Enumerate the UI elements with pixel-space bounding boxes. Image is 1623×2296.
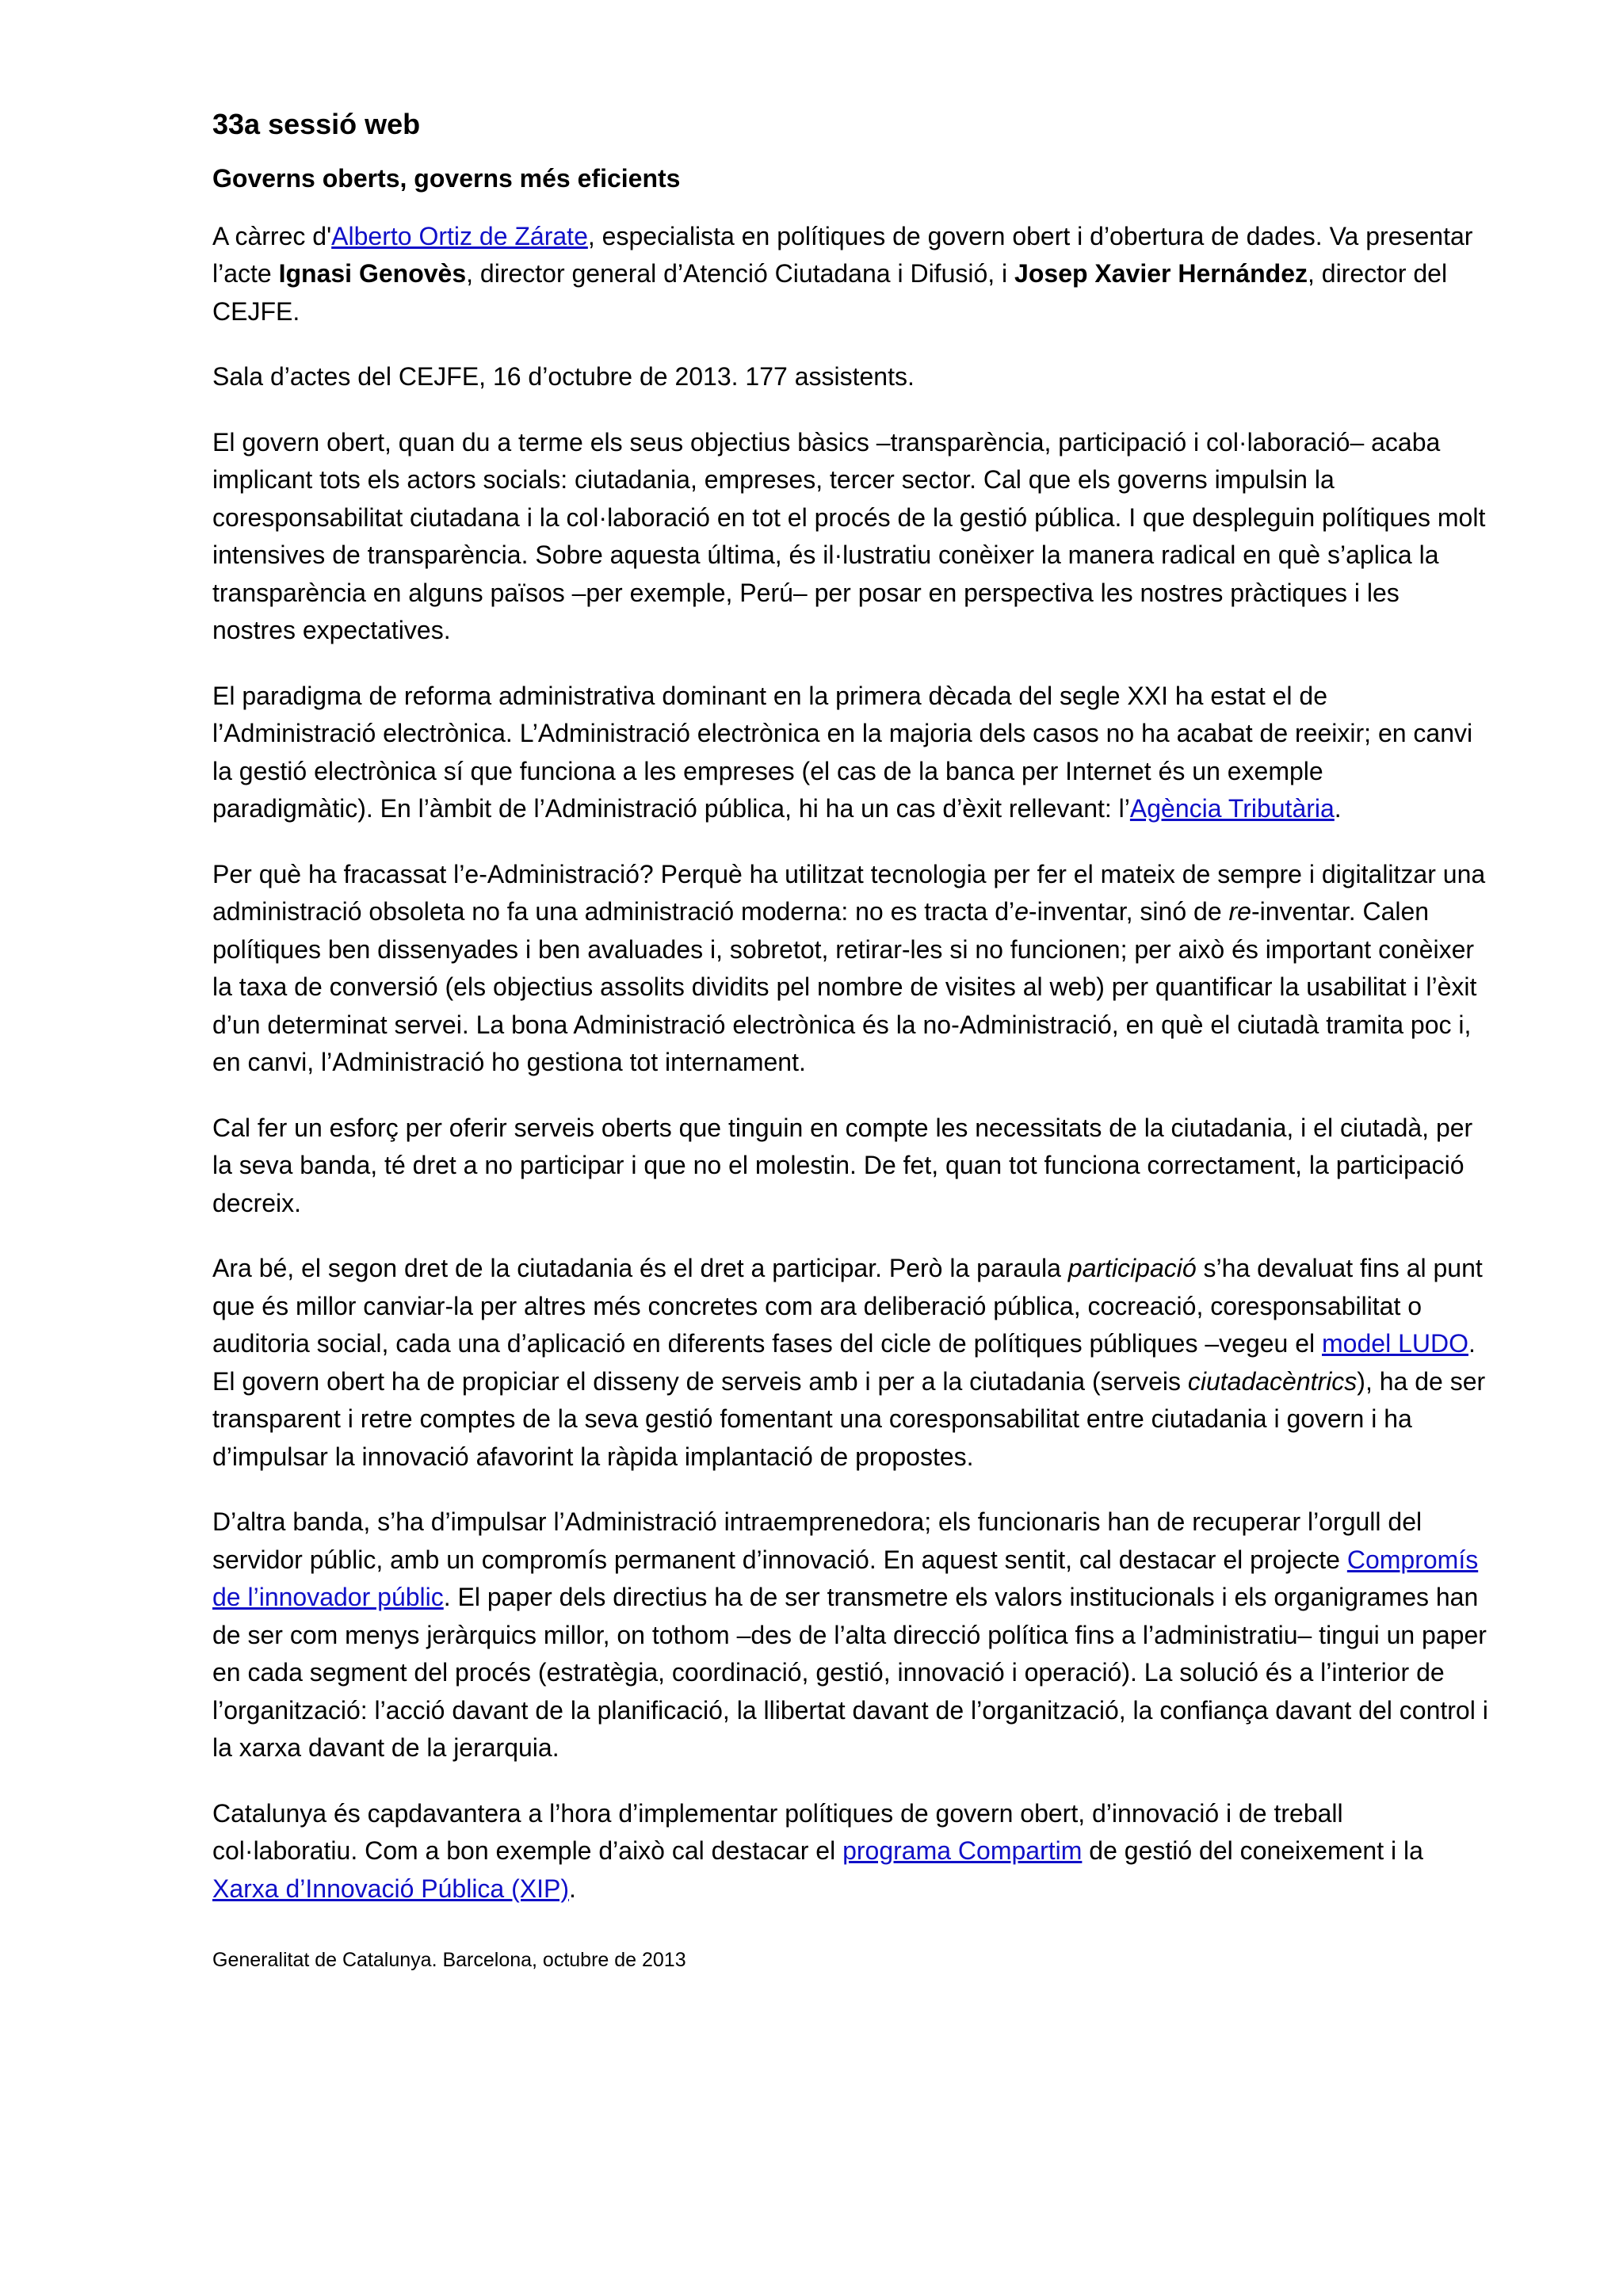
document-page [212,107,1488,1973]
p3-text-1: Per què ha fracassat l’e-Administració? Perquè ha utilitzat tecnologia per fer el mateix de sempre i digitalitzar una administració obsoleta no fa una administració moderna: no es tracta d’ [212,859,1486,926]
paragraph-2 [212,678,1488,828]
p3-text-3: -inventar. Calen polítiques ben dissenyades i ben avaluades i, sobretot, retirar-les si no funcionen; per això és important conèixer la taxa de conversió (els objectius assolits dividits pel nombre de visites al web) per quantificar la usabilitat i l’èxit d’un determinat servei. La bona Administració electrònica és la no-Administració, en què el ciutadà tramita poc i, en canvi, l’Administració ho gestiona tot internament. [212,897,1477,1077]
author-link[interactable]: Alberto Ortiz de Zárate [331,221,588,250]
paragraph-3 [212,856,1488,1082]
p7-text-1: Catalunya és capdavantera a l’hora d’implementar polítiques de govern obert, d’innovació i de treball col·laboratiu. Com a bon exemple d’això cal destacar el [212,1798,1343,1866]
p5-text-3: . El govern obert ha de propiciar el disseny de serveis amb i per a la ciutadania (serveis [212,1329,1476,1396]
intro-text-2: , especialista en polítiques de govern obert i d’obertura de dades. Va presentar l’acte [212,221,1473,288]
p6-text-2: . El paper dels directius ha de ser transmetre els valors institucionals i els organigrames han de ser com menys jeràrquics millor, on tothom –des de l’alta direcció política fins a l’administratiu– tingui un paper en cada segment del procés (estratègia, coordinació, gestió, innovació i operació). La solució és a l’interior de l’organització: l’acció davant de la planificació, la llibertat davant de l’organització, la confiança davant del control i la xarxa davant de la jerarquia. [212,1583,1488,1763]
p7-text-3: . [569,1874,576,1903]
p2-text-2: . [1334,794,1342,823]
p5-text-2: s’ha devaluat fins al punt que és millor canviar-la per altres més concretes com ara deliberació pública, cocreació, coresponsabilitat o auditoria social, cada una d’aplicació en diferents fases del cicle de polítiques públiques –vegeu el [212,1254,1483,1358]
presenter-name-1: Ignasi Genovès [278,259,467,288]
p7-text-2: de gestió del coneixement i la [1082,1836,1423,1866]
page-title: 33a sessió web [212,108,421,140]
page-subtitle: Governs oberts, governs més eficients [212,164,681,193]
intro-text-3: , director general d’Atenció Ciutadana i Difusió, i [466,259,1015,288]
p5-text-4: ), ha de ser transparent i retre comptes de la seva gestió fomentant una coresponsabilitat entre ciutadania i govern i ha d’impulsar la innovació afavorint la ràpida implantació de propostes. [212,1366,1486,1471]
intro-paragraph [212,218,1488,331]
venue-paragraph: Sala d’actes del CEJFE, 16 d’octubre de 2013. 177 assistents. [212,362,915,392]
compromis-innovador-link[interactable]: Compromís de l’innovador públic [212,1545,1479,1612]
p5-italic-1: participació [1067,1254,1197,1283]
p6-text-1: D’altra banda, s’ha d’impulsar l’Administració intraemprenedora; els funcionaris han de recuperar l’orgull del servidor públic, amb un compromís permanent d’innovació. En aquest sentit, cal destacar el projecte [212,1507,1423,1574]
p2-text-1: El paradigma de reforma administrativa dominant en la primera dècada del segle XXI ha estat el de l’Administració electrònica. L’Administració electrònica en la majoria dels casos no ha acabat de reeixir; en canvi la gestió electrònica sí que funciona a les empreses (el cas de la banca per Internet és un exemple paradigmàtic). En l’àmbit de l’Administració pública, hi ha un cas d’èxit rellevant: l’ [212,681,1473,823]
paragraph-6 [212,1503,1488,1767]
p3-italic-2: re [1228,897,1251,926]
p3-text-2: -inventar, sinó de [1028,897,1229,926]
paragraph-7 [212,1795,1488,1908]
p5-italic-2: ciutadacèntrics [1187,1366,1358,1396]
programa-compartim-link[interactable]: programa Compartim [842,1836,1083,1866]
page-footer: Generalitat de Catalunya. Barcelona, octubre de 2013 [212,1949,686,1972]
model-ludo-link[interactable]: model LUDO [1322,1329,1468,1358]
paragraph-5 [212,1250,1488,1476]
intro-text-1: A càrrec d' [212,221,332,250]
xarxa-innovacio-link[interactable]: Xarxa d’Innovació Pública (XIP) [212,1874,569,1903]
p3-italic-1: e [1014,897,1029,926]
paragraph-1: El govern obert, quan du a terme els seus objectius bàsics –transparència, participació i col·laboració– acaba implicant tots els actors socials: ciutadania, empreses, tercer sector. Cal que els governs impulsin la coresponsabilitat ciutadana i la col·laboració en tot el procés de la gestió pública. I que despleguin polítiques molt intensives de transparència. Sobre aquesta última, és il·lustratiu conèixer la manera radical en què s’aplica la transparència en alguns països –per exemple, Perú– per posar en perspectiva les nostres pràctiques i les nostres expectatives. [212,427,1486,645]
agencia-tributaria-link[interactable]: Agència Tributària [1129,794,1335,823]
intro-text-4: , director del CEJFE. [212,259,1448,326]
p5-text-1: Ara bé, el segon dret de la ciutadania és el dret a participar. Però la paraula [212,1254,1068,1283]
presenter-name-2: Josep Xavier Hernández [1014,259,1308,288]
paragraph-4: Cal fer un esforç per oferir serveis oberts que tinguin en compte les necessitats de la ciutadania, i el ciutadà, per la seva banda, té dret a no participar i que no el molestin. De fet, quan tot funciona correctament, la participació decreix. [212,1113,1473,1217]
